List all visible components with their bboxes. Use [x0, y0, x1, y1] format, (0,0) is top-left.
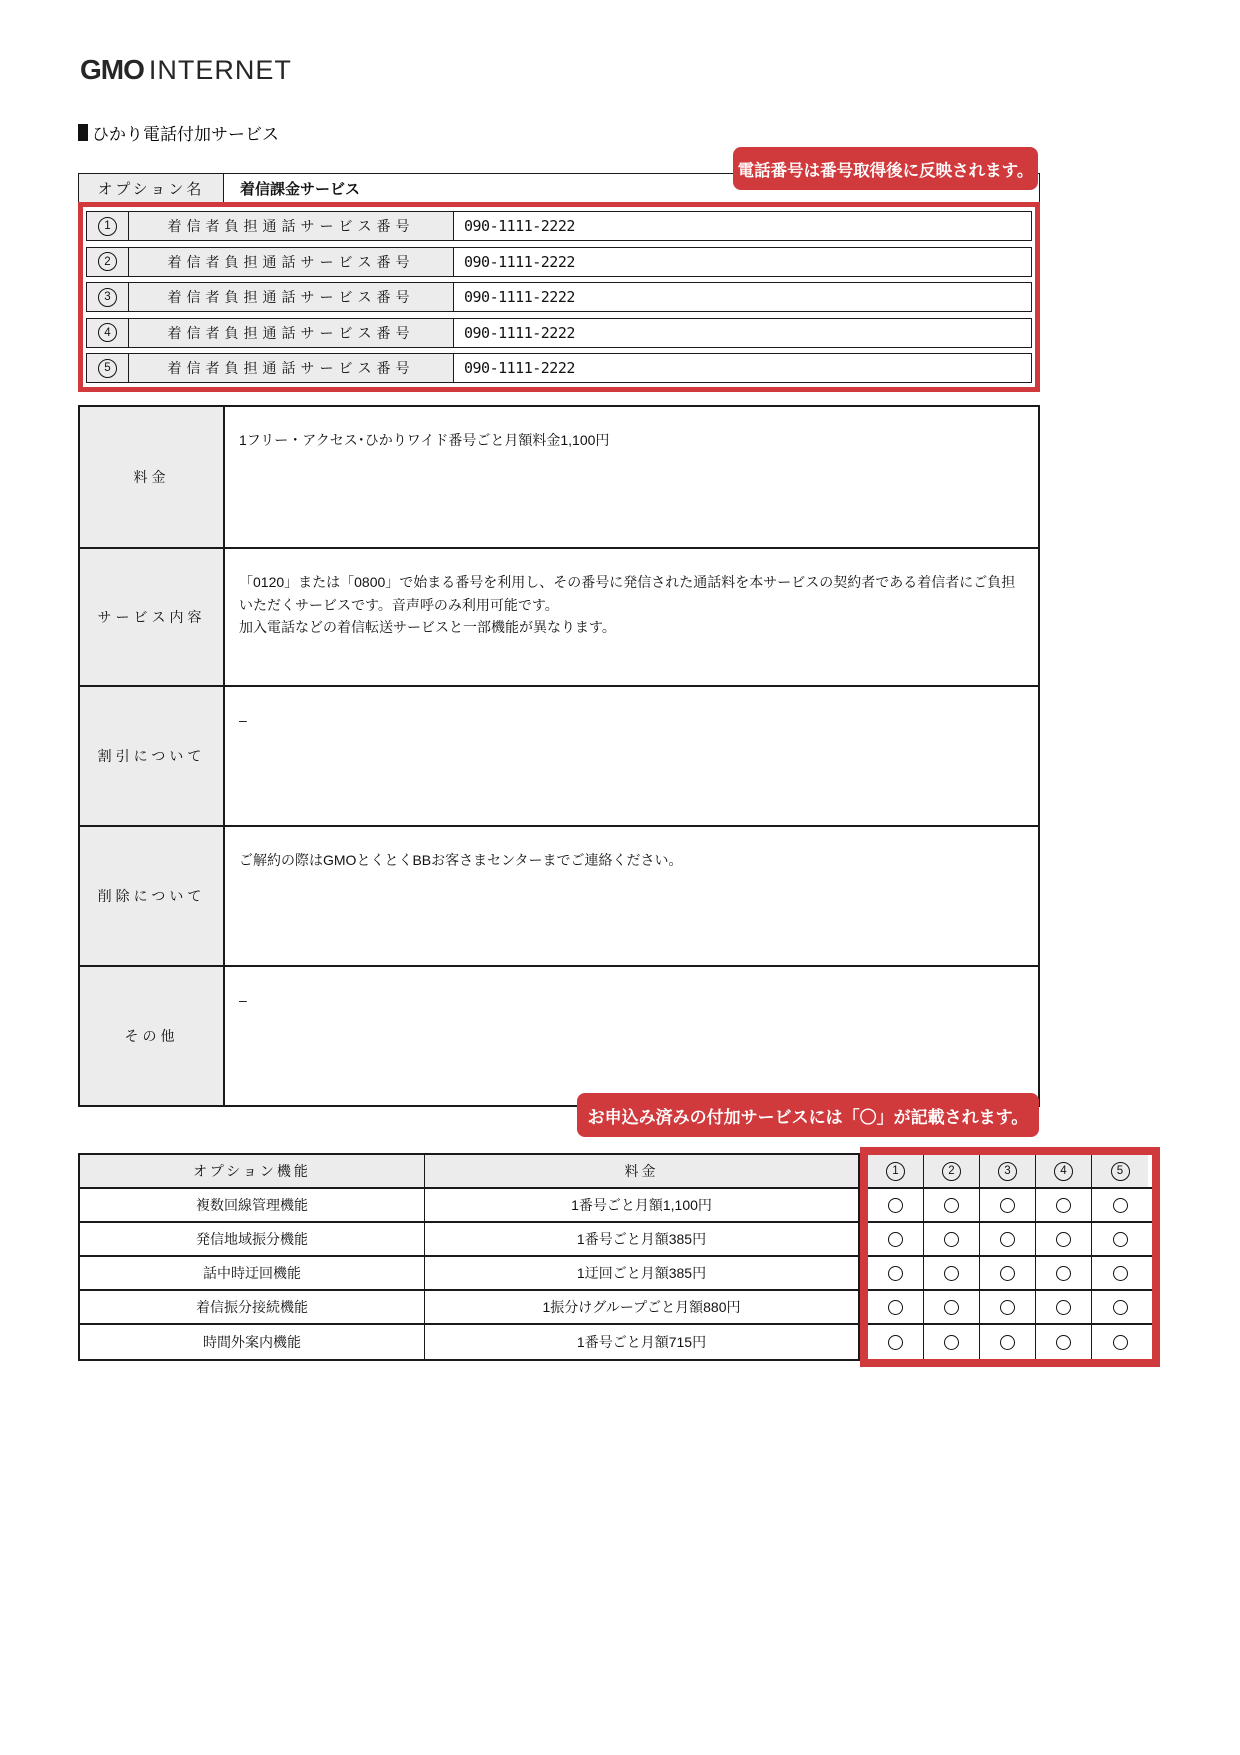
number-column-header — [1036, 1155, 1092, 1187]
logo-internet-text: INTERNET — [148, 55, 292, 85]
mark-cell — [1092, 1189, 1148, 1221]
feature-name-cell: 着信振分接続機能 — [80, 1291, 425, 1323]
mark-cell — [1092, 1223, 1148, 1255]
option-feature-row — [80, 1223, 858, 1257]
applied-circle-mark — [888, 1335, 903, 1350]
detail-row — [80, 547, 1038, 685]
option-name-label: オプション名 — [79, 174, 224, 203]
applied-circle-mark — [1056, 1266, 1071, 1281]
option-feature-row — [80, 1189, 858, 1223]
service-numbers-box — [78, 202, 1040, 392]
applied-circle-mark — [944, 1300, 959, 1315]
applied-circle-mark — [1113, 1335, 1128, 1350]
applied-circle-mark — [1000, 1335, 1015, 1350]
detail-paragraph: 1フリー・アクセス･ひかりワイド番号ごと月額料金1,100円 — [239, 432, 610, 448]
mark-cell — [1092, 1257, 1148, 1289]
applied-circle-mark — [944, 1232, 959, 1247]
applied-circle-mark — [944, 1266, 959, 1281]
option-name-value: 着信課金サービス — [240, 181, 361, 198]
mark-cell — [924, 1325, 980, 1359]
circled-number: 4 — [98, 323, 117, 342]
option-features-header-row — [80, 1155, 858, 1189]
detail-row-label: 割引について — [80, 687, 225, 825]
service-number-value: 090-1111-2222 — [464, 217, 575, 235]
applied-circle-mark — [1056, 1232, 1071, 1247]
detail-row-content — [225, 967, 1038, 1105]
mark-cell — [868, 1257, 924, 1289]
detail-row-content — [225, 827, 1038, 965]
mark-cell — [1036, 1325, 1092, 1359]
applied-circle-mark — [888, 1198, 903, 1213]
service-number-label: 着信者負担通話サービス番号 — [129, 319, 454, 347]
mark-cell — [980, 1325, 1036, 1359]
marks-row — [868, 1325, 1152, 1359]
applied-circle-mark — [1113, 1266, 1128, 1281]
marks-row — [868, 1223, 1152, 1257]
feature-name-cell: 時間外案内機能 — [80, 1325, 425, 1359]
fee-column-header: 料金 — [425, 1155, 858, 1187]
mark-cell — [924, 1257, 980, 1289]
mark-cell — [980, 1291, 1036, 1323]
marks-row — [868, 1257, 1152, 1291]
applied-circle-mark — [888, 1266, 903, 1281]
service-number-row — [86, 318, 1032, 348]
service-number-row — [86, 282, 1032, 312]
option-feature-row — [80, 1325, 858, 1359]
applied-circle-mark — [1056, 1198, 1071, 1213]
fee-cell: 1番号ごと月額385円 — [576, 1231, 707, 1247]
applied-circle-mark — [1113, 1198, 1128, 1213]
circled-number: 4 — [1054, 1162, 1073, 1181]
applied-circle-mark — [944, 1335, 959, 1350]
gmo-internet-logo — [80, 54, 292, 86]
applied-circle-mark — [1000, 1198, 1015, 1213]
number-column-header — [924, 1155, 980, 1187]
detail-paragraph: 「0120」または「0800」で始まる番号を利用し、その番号に発信された通話料を本サービスの契約者である着信者にご負担いただくサービスです。音声呼のみ利用可能です。 — [239, 574, 1016, 613]
applied-circle-mark — [1113, 1232, 1128, 1247]
phone-number-callout: 電話番号は番号取得後に反映されます。 — [733, 147, 1038, 190]
circled-number: 2 — [98, 252, 117, 271]
service-number-row — [86, 353, 1032, 383]
applied-circle-mark — [1113, 1300, 1128, 1315]
row-number-cell — [87, 354, 129, 382]
applied-marks-box — [860, 1147, 1160, 1367]
circled-number: 5 — [98, 359, 117, 378]
circled-number: 1 — [886, 1162, 905, 1181]
mark-cell — [924, 1291, 980, 1323]
applied-circle-mark — [1000, 1266, 1015, 1281]
mark-cell — [1036, 1189, 1092, 1221]
mark-cell — [868, 1291, 924, 1323]
detail-paragraph: 加入電話などの着信転送サービスと一部機能が異なります。 — [239, 619, 616, 635]
number-column-header — [1092, 1155, 1148, 1187]
detail-row — [80, 825, 1038, 965]
service-number-value: 090-1111-2222 — [464, 323, 575, 342]
section-title — [78, 120, 279, 145]
applied-circle-mark — [888, 1232, 903, 1247]
applied-circle-mark — [944, 1198, 959, 1213]
detail-row-label: その他 — [80, 967, 225, 1105]
applied-circle-mark — [1000, 1300, 1015, 1315]
circled-number: 2 — [942, 1162, 961, 1181]
detail-row-label: 料金 — [80, 407, 225, 547]
applied-circle-mark — [1056, 1335, 1071, 1350]
fee-cell: 1迂回ごと月額385円 — [576, 1265, 707, 1281]
service-number-value: 090-1111-2222 — [464, 359, 575, 377]
fee-cell: 1番号ごと月額1,100円 — [571, 1197, 712, 1213]
detail-paragraph: – — [239, 992, 247, 1008]
service-number-value: 090-1111-2222 — [464, 252, 575, 271]
service-number-label: 着信者負担通話サービス番号 — [129, 212, 454, 240]
marks-row — [868, 1291, 1152, 1325]
detail-row-content — [225, 687, 1038, 825]
mark-cell — [1092, 1325, 1148, 1359]
feature-name-cell: 話中時迂回機能 — [80, 1257, 425, 1289]
feature-column-header: オプション機能 — [80, 1155, 425, 1187]
detail-row — [80, 965, 1038, 1105]
option-features-table — [78, 1153, 1160, 1367]
applied-services-callout: お申込み済みの付加サービスには「〇」が記載されます。 — [577, 1093, 1039, 1137]
applied-circle-mark — [1056, 1300, 1071, 1315]
feature-name-cell: 複数回線管理機能 — [80, 1189, 425, 1221]
option-features-left — [78, 1153, 860, 1361]
mark-cell — [1036, 1223, 1092, 1255]
detail-row-content — [225, 407, 1038, 547]
row-number-cell — [87, 283, 129, 311]
mark-cell — [980, 1223, 1036, 1255]
number-column-header — [868, 1155, 924, 1187]
mark-cell — [980, 1189, 1036, 1221]
row-number-cell — [87, 212, 129, 240]
service-details-table — [78, 405, 1040, 1107]
option-feature-row — [80, 1291, 858, 1325]
circled-number: 1 — [98, 217, 117, 236]
circled-number: 3 — [998, 1162, 1017, 1181]
service-number-value: 090-1111-2222 — [464, 288, 575, 306]
option-feature-row — [80, 1257, 858, 1291]
mark-cell — [1092, 1291, 1148, 1323]
mark-cell — [868, 1223, 924, 1255]
applied-circle-mark — [888, 1300, 903, 1315]
detail-row-content — [225, 549, 1038, 685]
logo-gmo-text: GMO — [80, 54, 144, 85]
fee-cell: 1番号ごと月額715円 — [576, 1334, 707, 1350]
section-marker-icon — [78, 124, 88, 141]
applied-circle-mark — [1000, 1232, 1015, 1247]
service-number-label: 着信者負担通話サービス番号 — [129, 283, 454, 311]
service-number-label: 着信者負担通話サービス番号 — [129, 354, 454, 382]
marks-row — [868, 1189, 1152, 1223]
service-number-row — [86, 247, 1032, 277]
service-number-row — [86, 211, 1032, 241]
detail-row — [80, 407, 1038, 547]
row-number-cell — [87, 319, 129, 347]
number-column-header — [980, 1155, 1036, 1187]
mark-cell — [980, 1257, 1036, 1289]
detail-row-label: サービス内容 — [80, 549, 225, 685]
mark-cell — [1036, 1257, 1092, 1289]
detail-paragraph: – — [239, 712, 247, 728]
circled-number: 3 — [98, 288, 117, 307]
mark-cell — [924, 1189, 980, 1221]
detail-row — [80, 685, 1038, 825]
feature-name-cell: 発信地域振分機能 — [80, 1223, 425, 1255]
circled-number: 5 — [1111, 1162, 1130, 1181]
fee-cell: 1振分けグループごと月額880円 — [542, 1299, 741, 1315]
mark-cell — [924, 1223, 980, 1255]
mark-cell — [868, 1325, 924, 1359]
number-columns-header-row — [868, 1155, 1152, 1189]
mark-cell — [868, 1189, 924, 1221]
row-number-cell — [87, 248, 129, 276]
mark-cell — [1036, 1291, 1092, 1323]
section-title-text: ひかり電話付加サービス — [92, 125, 279, 144]
detail-row-label: 削除について — [80, 827, 225, 965]
detail-paragraph: ご解約の際はGMOとくとくBBお客さまセンターまでご連絡ください。 — [239, 852, 683, 868]
service-number-label: 着信者負担通話サービス番号 — [129, 248, 454, 276]
